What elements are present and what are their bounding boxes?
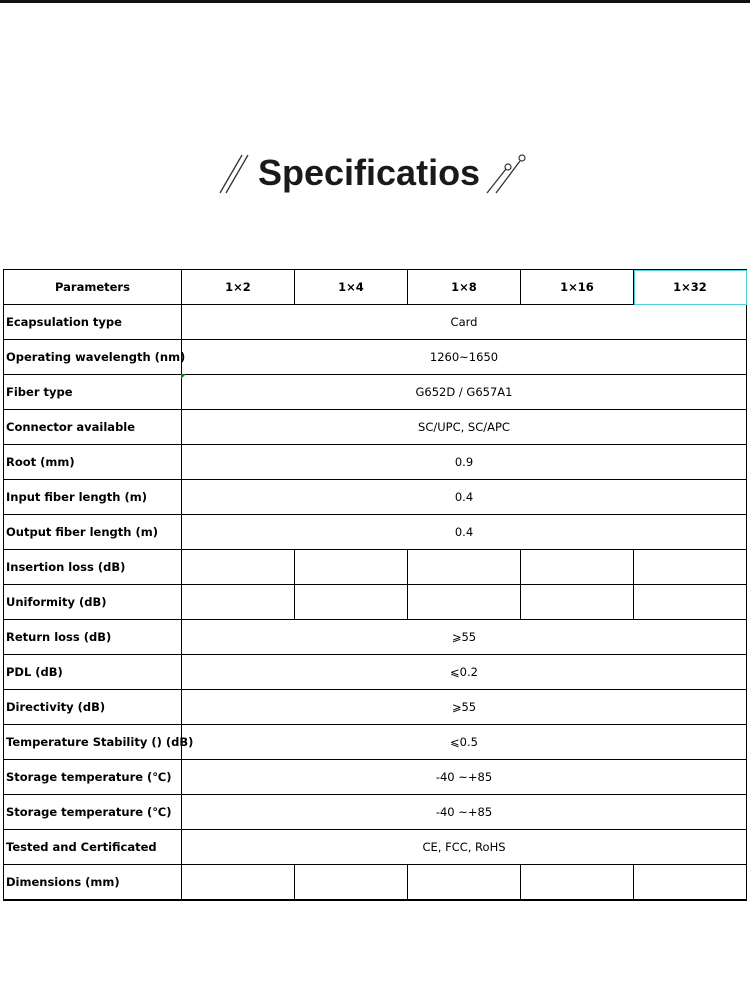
table-row (4, 865, 747, 900)
header-1x2: 1×2 (182, 270, 295, 305)
row-value: ⩽0.2 (182, 655, 747, 690)
row-label: Return loss (dB) (4, 620, 182, 655)
row-value: SC/UPC, SC/APC (182, 410, 747, 445)
row-label: PDL (dB) (4, 655, 182, 690)
table-row (4, 480, 747, 515)
table-row (4, 515, 747, 550)
row-label: Root (mm) (4, 445, 182, 480)
row-value: ⩾55 (182, 620, 747, 655)
header-1x32[interactable]: 1×32 (634, 270, 747, 305)
row-label: Uniformity (dB) (4, 585, 182, 620)
specifications-table (3, 269, 747, 901)
header-1x4: 1×4 (295, 270, 408, 305)
table-row (4, 725, 747, 760)
cell-1x4 (295, 550, 408, 585)
cell-1x16 (521, 865, 634, 900)
cell-1x16 (521, 550, 634, 585)
row-value: ⩾55 (182, 690, 747, 725)
cell-1x16 (521, 585, 634, 620)
row-label: Insertion loss (dB) (4, 550, 182, 585)
row-label: Ecapsulation type (4, 305, 182, 340)
cell-1x32 (634, 550, 747, 585)
table-row (4, 830, 747, 865)
row-label: Connector available (4, 410, 182, 445)
row-value: -40 ~+85 (182, 795, 747, 830)
table-row (4, 795, 747, 830)
cell-1x32 (634, 865, 747, 900)
table-row (4, 690, 747, 725)
section-heading (0, 145, 750, 201)
row-value: 0.4 (182, 515, 747, 550)
row-label: Operating wavelength (nm) (4, 340, 182, 375)
header-parameters: Parameters (4, 270, 182, 305)
row-label: Fiber type (4, 375, 182, 410)
needle-slash-icon (484, 149, 528, 195)
table-row (4, 760, 747, 795)
cell-1x2 (182, 550, 295, 585)
table-row (4, 305, 747, 340)
cell-1x4 (295, 585, 408, 620)
row-value: G652D / G657A1 (182, 375, 747, 410)
row-label: Output fiber length (m) (4, 515, 182, 550)
table-row (4, 585, 747, 620)
table-row (4, 410, 747, 445)
page-title: Specificatios (258, 152, 481, 193)
row-value: 1260~1650 (182, 340, 747, 375)
cell-1x8 (408, 585, 521, 620)
row-label: Temperature Stability () (dB) (4, 725, 182, 760)
header-1x8: 1×8 (408, 270, 521, 305)
table-row (4, 620, 747, 655)
row-value: -40 ~+85 (182, 760, 747, 795)
header-1x16: 1×16 (521, 270, 634, 305)
row-value: 0.4 (182, 480, 747, 515)
table-row (4, 375, 747, 410)
cell-1x32 (634, 585, 747, 620)
cell-1x2 (182, 585, 295, 620)
row-label: Tested and Certificated (4, 830, 182, 865)
cell-1x2 (182, 865, 295, 900)
cell-1x8 (408, 550, 521, 585)
row-value: CE, FCC, RoHS (182, 830, 747, 865)
row-value: 0.9 (182, 445, 747, 480)
double-slash-icon (216, 151, 252, 195)
table-row (4, 655, 747, 690)
cell-1x4 (295, 865, 408, 900)
top-border-bar (0, 0, 750, 3)
row-label: Dimensions (mm) (4, 865, 182, 900)
row-label: Storage temperature (℃) (4, 795, 182, 830)
row-label: Directivity (dB) (4, 690, 182, 725)
table-row (4, 550, 747, 585)
table-header-row (4, 270, 747, 305)
row-label: Input fiber length (m) (4, 480, 182, 515)
table-row (4, 340, 747, 375)
row-value: Card (182, 305, 747, 340)
cell-1x8 (408, 865, 521, 900)
row-label: Storage temperature (℃) (4, 760, 182, 795)
table-row (4, 445, 747, 480)
row-value: ⩽0.5 (182, 725, 747, 760)
